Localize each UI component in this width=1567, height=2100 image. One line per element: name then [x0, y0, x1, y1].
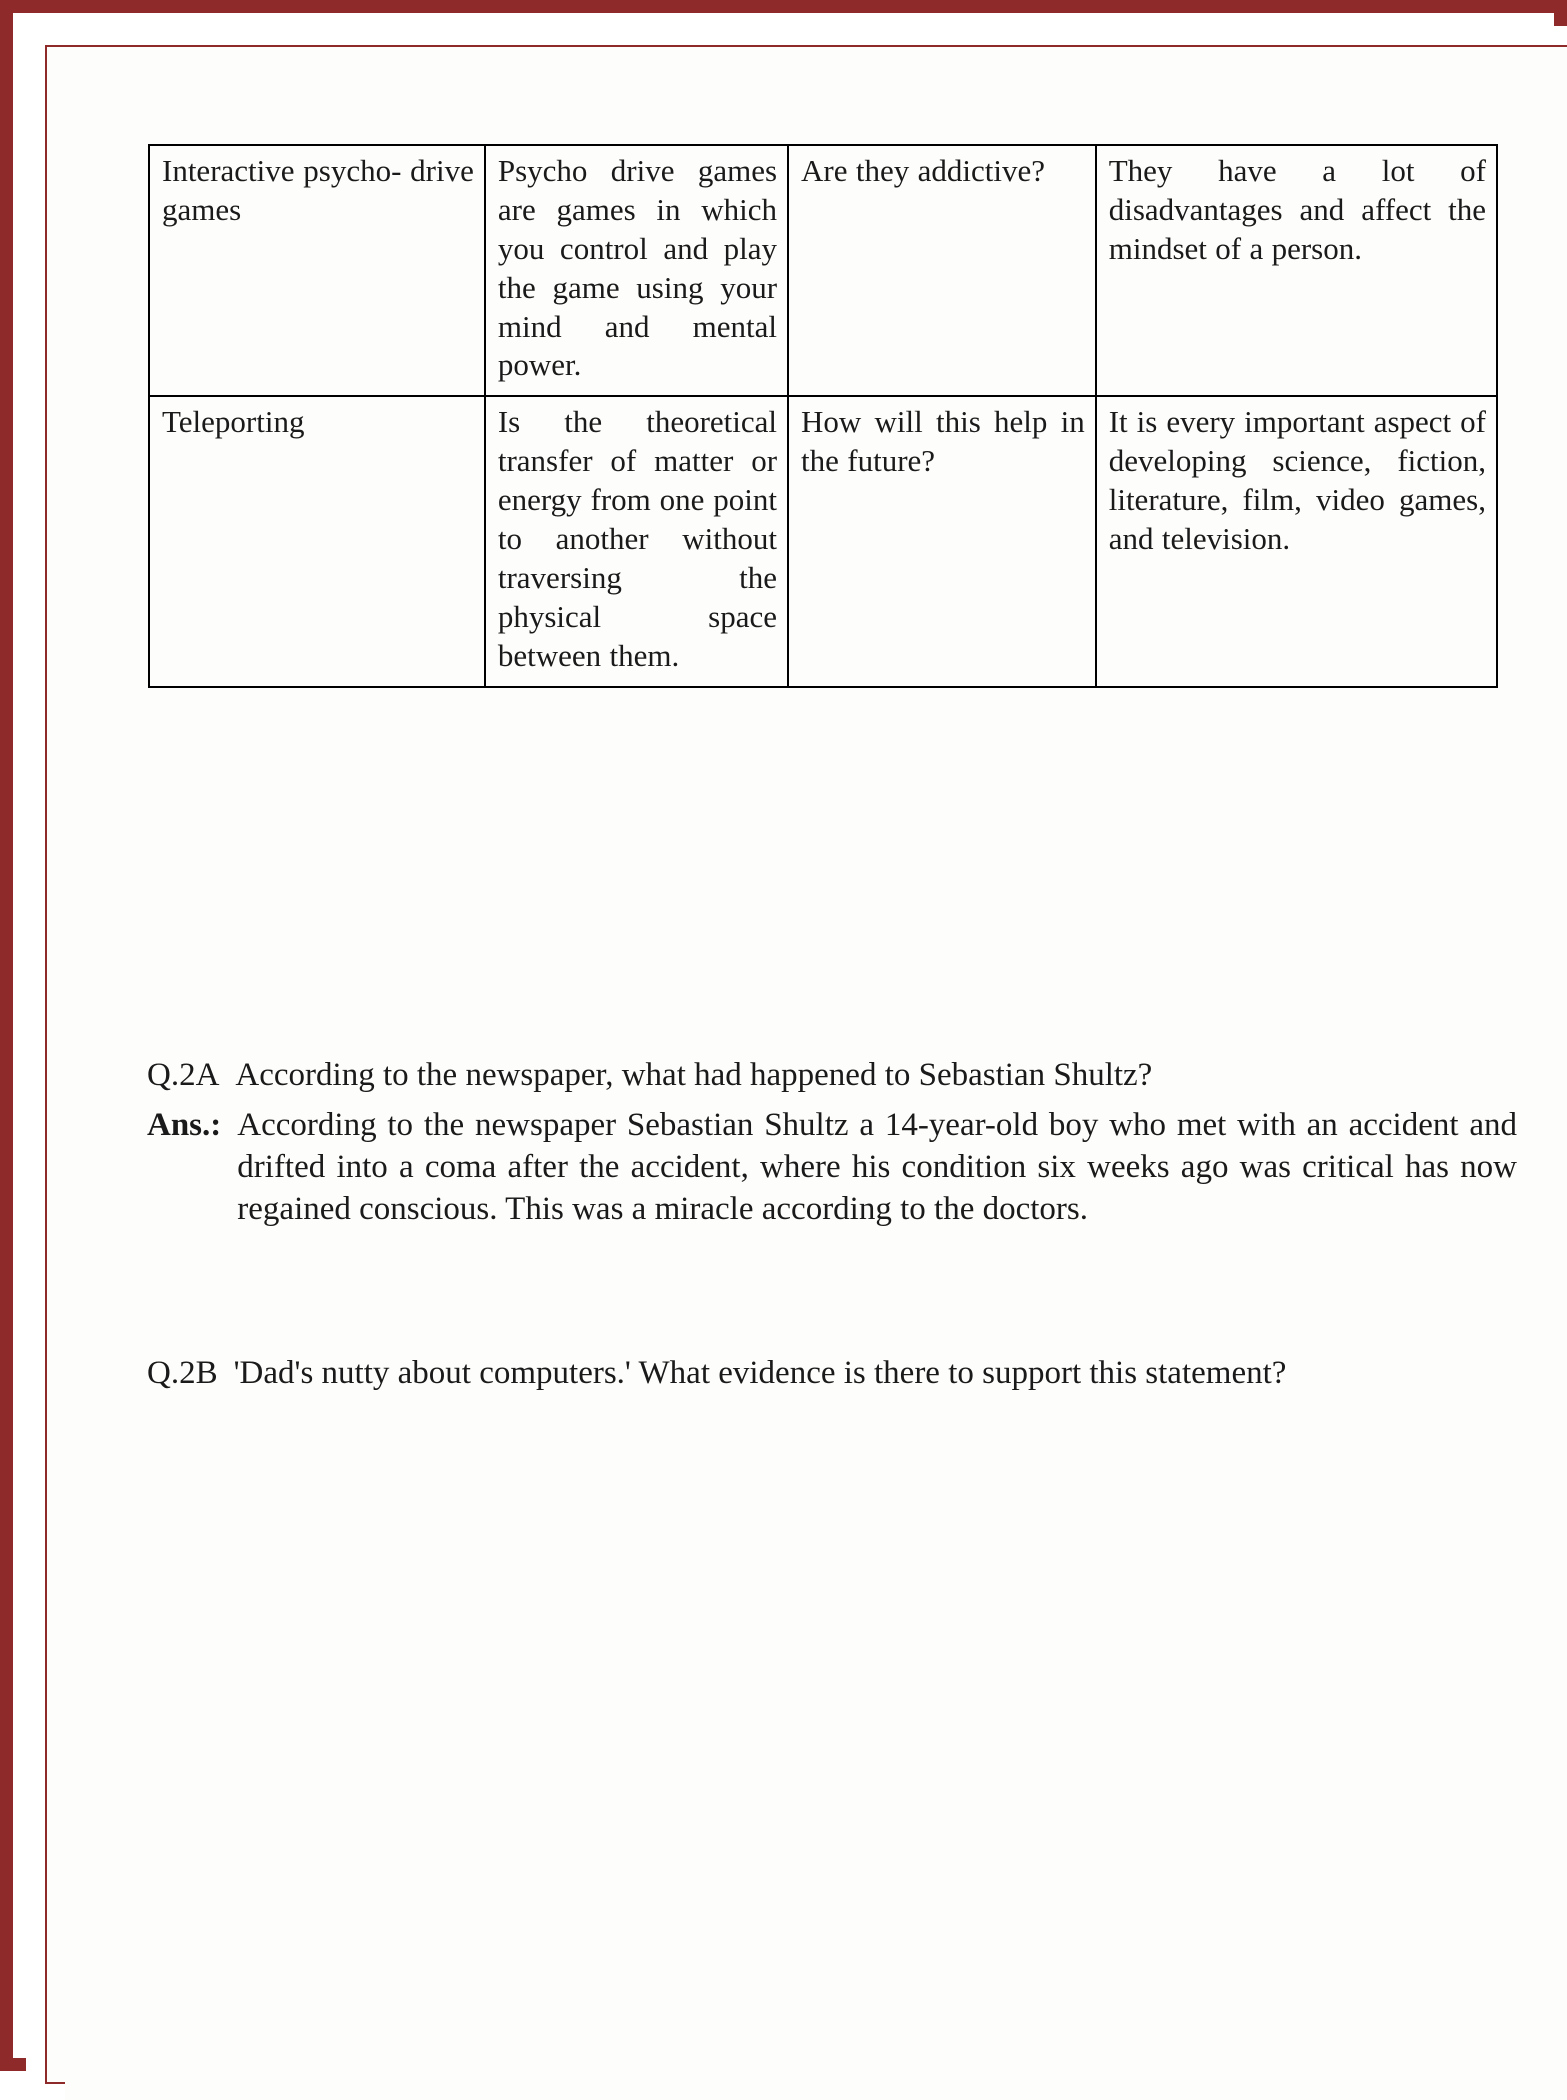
- table-row: [149, 396, 1497, 686]
- cell-question: Are they addictive?: [788, 145, 1096, 396]
- question-2a-label: Q.2A: [147, 1057, 220, 1093]
- question-2b-label: Q.2B: [147, 1354, 218, 1391]
- page-border-white-gap: [26, 26, 1567, 2071]
- cell-description: Psycho drive games are games in which you control and play the game using your mind and mental power.: [485, 145, 788, 396]
- question-2b-text: 'Dad's nutty about computers.' What evidence is there to support this statement?: [233, 1354, 1287, 1391]
- concepts-table-wrapper: [148, 144, 1498, 688]
- table-row: [149, 145, 1497, 396]
- page-content: [65, 65, 1567, 2100]
- question-2b: [147, 1353, 1517, 1395]
- answer-2a-label: Ans.:: [147, 1106, 222, 1143]
- cell-answer: It is every important aspect of developing science, fiction, literature, film, video games, and television.: [1096, 396, 1497, 686]
- concepts-table: [148, 144, 1498, 688]
- cell-topic: Interactive psycho- drive games: [149, 145, 485, 396]
- question-2a: [147, 1055, 1517, 1097]
- answer-2a: [147, 1105, 1517, 1231]
- section-spacer: [147, 1231, 1517, 1353]
- cell-answer: They have a lot of disadvantages and affect the mindset of a person.: [1096, 145, 1497, 396]
- question-2a-text: According to the newspaper, what had happened to Sebastian Shultz?: [235, 1057, 1153, 1093]
- answer-2a-text: According to the newspaper Sebastian Shultz a 14-year-old boy who met with an accident and drifted into a coma after the accident, where his condition six weeks ago was critical has now regained conscious. This was a miracle according to the doctors.: [237, 1106, 1517, 1227]
- qa-section: [147, 1055, 1517, 1395]
- cell-topic: Teleporting: [149, 396, 485, 686]
- cell-description: Is the theoretical transfer of matter or energy from one point to another without traversing the physical space between them.: [485, 396, 788, 686]
- page-border-inner: [45, 45, 1567, 2084]
- cell-question: How will this help in the future?: [788, 396, 1096, 686]
